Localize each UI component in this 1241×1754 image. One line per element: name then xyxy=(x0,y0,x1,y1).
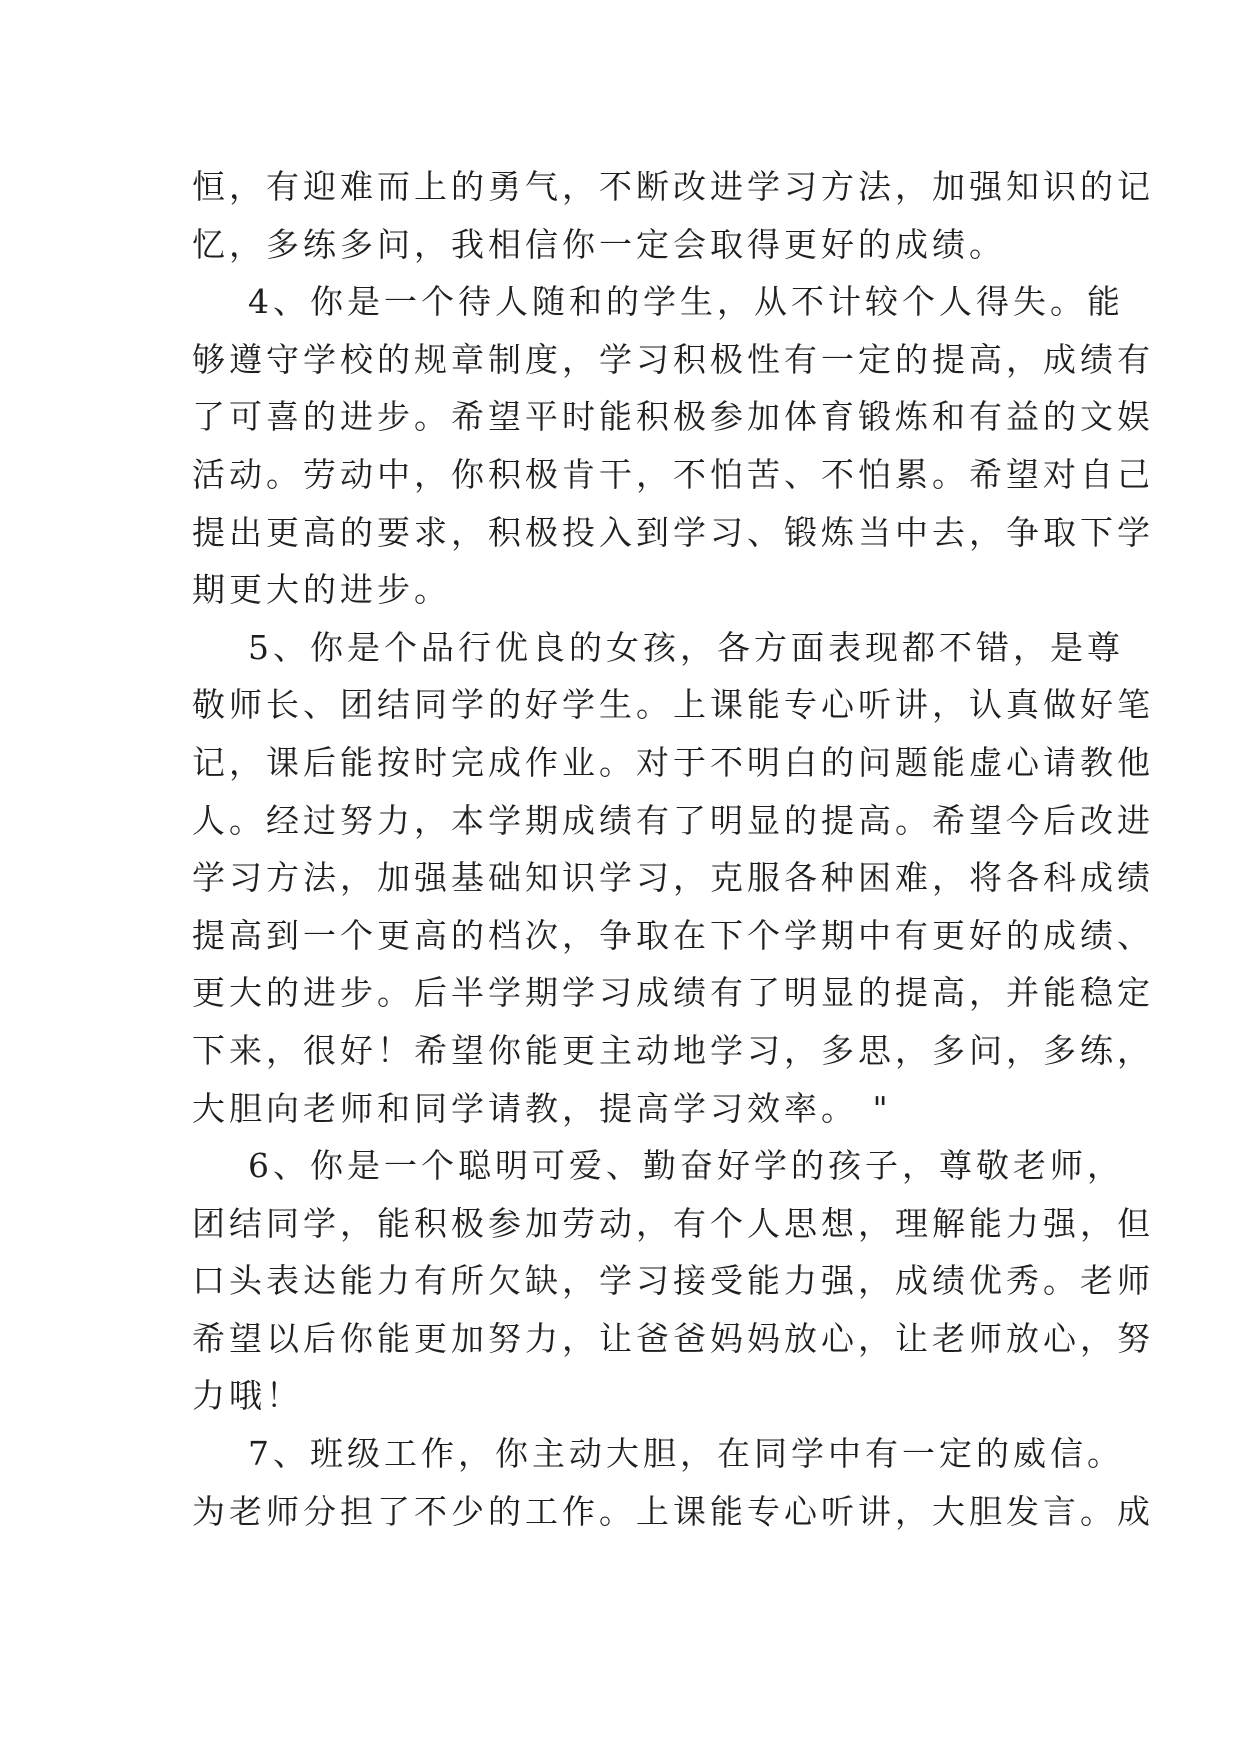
text-line: 更大的进步。后半学期学习成绩有了明显的提高，并能稳定 xyxy=(192,973,1154,1013)
text-line: 敬师长、团结同学的好学生。上课能专心听讲，认真做好笔 xyxy=(192,685,1154,725)
text-line: 忆，多练多问，我相信你一定会取得更好的成绩。 xyxy=(192,224,1006,264)
text-line: 下来，很好！希望你能更主动地学习，多思，多问，多练， xyxy=(192,1030,1154,1070)
paragraph-start-7: 7、班级工作，你主动大胆，在同学中有一定的威信。 xyxy=(248,1434,1124,1474)
paragraph-start-4: 4、你是一个待人随和的学生，从不计较个人得失。能 xyxy=(248,282,1124,322)
text-line: 记，课后能按时完成作业。对于不明白的问题能虚心请教他 xyxy=(192,742,1154,782)
text-line: 团结同学，能积极参加劳动，有个人思想，理解能力强，但 xyxy=(192,1203,1154,1243)
text-line: 了可喜的进步。希望平时能积极参加体育锻炼和有益的文娱 xyxy=(192,397,1154,437)
text-line: 力哦！ xyxy=(192,1376,303,1416)
text-line: 大胆向老师和同学请教，提高学习效率。 " xyxy=(192,1088,892,1128)
text-line: 活动。劳动中，你积极肯干，不怕苦、不怕累。希望对自己 xyxy=(192,454,1154,494)
paragraph-start-6: 6、你是一个聪明可爱、勤奋好学的孩子，尊敬老师， xyxy=(248,1146,1124,1186)
text-line: 希望以后你能更加努力，让爸爸妈妈放心，让老师放心，努 xyxy=(192,1318,1154,1358)
text-line: 提高到一个更高的档次，争取在下个学期中有更好的成绩、 xyxy=(192,915,1154,955)
text-line: 提出更高的要求，积极投入到学习、锻炼当中去，争取下学 xyxy=(192,512,1154,552)
document-body xyxy=(192,158,1154,1540)
text-line: 人。经过努力，本学期成绩有了明显的提高。希望今后改进 xyxy=(192,800,1154,840)
paragraph-start-5: 5、你是个品行优良的女孩，各方面表现都不错，是尊 xyxy=(248,627,1124,667)
text-line: 期更大的进步。 xyxy=(192,570,451,610)
text-line: 恒，有迎难而上的勇气，不断改进学习方法，加强知识的记 xyxy=(192,167,1154,206)
text-line: 学习方法，加强基础知识学习，克服各种困难，将各科成绩 xyxy=(192,858,1154,898)
text-line: 口头表达能力有所欠缺，学习接受能力强，成绩优秀。老师 xyxy=(192,1261,1154,1301)
text-line: 为老师分担了不少的工作。上课能专心听讲，大胆发言。成 xyxy=(192,1491,1154,1531)
text-line: 够遵守学校的规章制度，学习积极性有一定的提高，成绩有 xyxy=(192,339,1154,379)
